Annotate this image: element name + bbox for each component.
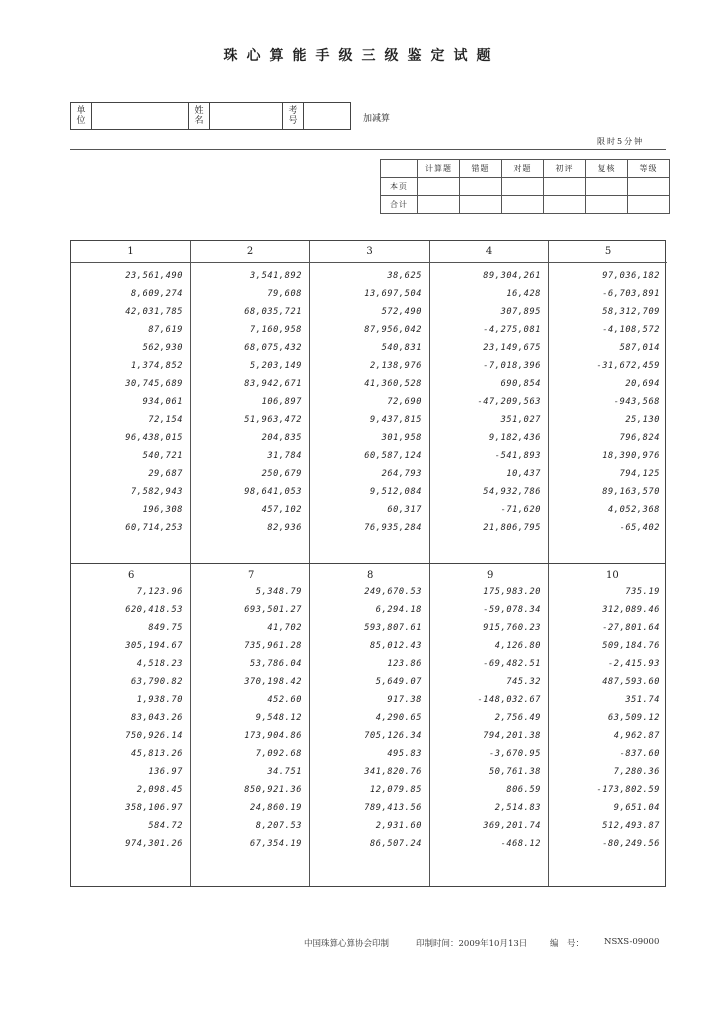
question-number: 3	[310, 241, 429, 263]
number-item: -6,703,891	[602, 289, 660, 299]
question-block-2	[70, 563, 666, 887]
number-item: 79,608	[267, 289, 302, 299]
number-item: 6,294.18	[375, 605, 422, 615]
question-column	[190, 564, 309, 886]
number-list	[71, 583, 190, 853]
question-column	[429, 564, 548, 886]
number-item: 2,931.60	[375, 821, 422, 831]
number-item: 794,201.38	[483, 731, 541, 741]
number-item: 3,541,892	[250, 271, 302, 281]
number-item: 452.60	[267, 695, 302, 705]
number-item: 915,760.23	[483, 623, 541, 633]
question-number: 8	[367, 570, 374, 581]
number-item: 175,983.20	[483, 587, 541, 597]
number-item: 512,493.87	[602, 821, 660, 831]
number-item: 23,561,490	[125, 271, 183, 281]
number-item: 58,312,709	[602, 307, 660, 317]
number-item: 53,786.04	[250, 659, 302, 669]
number-list	[549, 583, 667, 853]
number-list	[310, 583, 429, 853]
number-list	[191, 583, 309, 853]
print-time: 印制时间：2009年10月13日	[416, 939, 528, 949]
number-list	[71, 267, 190, 537]
number-item: 1,938.70	[136, 695, 183, 705]
number-item: -541,893	[494, 451, 541, 461]
number-item: -31,672,459	[596, 361, 660, 371]
number-item: 1,374,852	[131, 361, 183, 371]
number-item: 307,895	[500, 307, 541, 317]
number-item: 82,936	[267, 523, 302, 533]
number-item: 87,956,042	[364, 325, 422, 335]
number-item: 7,092.68	[255, 749, 302, 759]
number-item: 249,670.53	[364, 587, 422, 597]
number-item: 5,348.79	[255, 587, 302, 597]
number-item: 735,961.28	[244, 641, 302, 651]
score-header-recheck: 复核	[586, 160, 628, 178]
number-item: 4,290.65	[375, 713, 422, 723]
number-item: 13,697,504	[364, 289, 422, 299]
number-item: 540,721	[142, 451, 183, 461]
number-item: 72,690	[387, 397, 422, 407]
number-item: 18,390,976	[602, 451, 660, 461]
number-item: 9,512,084	[370, 487, 422, 497]
number-item: 370,198.42	[244, 677, 302, 687]
number-list	[430, 583, 548, 853]
number-list	[191, 267, 309, 537]
number-item: 693,501.27	[244, 605, 302, 615]
number-item: 2,138,976	[370, 361, 422, 371]
number-item: 620,418.53	[125, 605, 183, 615]
serial-number: NSXS-09000	[604, 937, 660, 947]
number-item: 301,958	[381, 433, 422, 443]
number-item: 495.83	[387, 749, 422, 759]
score-cell[interactable]	[544, 196, 586, 214]
number-item: 735.19	[625, 587, 660, 597]
number-item: 63,509.12	[608, 713, 660, 723]
number-item: -47,209,563	[477, 397, 541, 407]
number-item: 89,304,261	[483, 271, 541, 281]
number-item: 7,123.96	[136, 587, 183, 597]
candidate-info-table	[70, 102, 351, 130]
number-item: 21,806,795	[483, 523, 541, 533]
number-item: 34.751	[267, 767, 302, 777]
number-item: 794,125	[619, 469, 660, 479]
score-cell[interactable]	[586, 196, 628, 214]
number-item: 572,490	[381, 307, 422, 317]
name-field[interactable]	[210, 103, 283, 130]
number-item: 745.32	[506, 677, 541, 687]
number-item: 83,942,671	[244, 379, 302, 389]
number-item: 2,514.83	[494, 803, 541, 813]
number-item: 106,897	[261, 397, 302, 407]
score-header-calc: 计算题	[418, 160, 460, 178]
number-item: 83,043.26	[131, 713, 183, 723]
question-column	[71, 241, 190, 563]
number-item: 30,745,689	[125, 379, 183, 389]
number-item: 358,106.97	[125, 803, 183, 813]
number-item: -4,108,572	[602, 325, 660, 335]
score-header-grade: 等级	[628, 160, 670, 178]
score-cell[interactable]	[586, 178, 628, 196]
number-item: 20,694	[625, 379, 660, 389]
number-item: 98,641,053	[244, 487, 302, 497]
number-item: 974,301.26	[125, 839, 183, 849]
number-item: 204,835	[261, 433, 302, 443]
question-number: 6	[128, 570, 135, 581]
number-item: 796,824	[619, 433, 660, 443]
number-item: 60,714,253	[125, 523, 183, 533]
number-item: -943,568	[613, 397, 660, 407]
number-item: 23,149,675	[483, 343, 541, 353]
number-item: 587,014	[619, 343, 660, 353]
number-item: -69,482.51	[483, 659, 541, 669]
number-item: 341,820.76	[364, 767, 422, 777]
score-cell[interactable]	[460, 178, 502, 196]
number-item: 705,126.34	[364, 731, 422, 741]
number-item: 4,126.80	[494, 641, 541, 651]
number-item: 63,790.82	[131, 677, 183, 687]
number-item: 7,160,958	[250, 325, 302, 335]
number-item: 5,203,149	[250, 361, 302, 371]
number-item: 9,651.04	[613, 803, 660, 813]
question-number: 5	[549, 241, 667, 263]
subject-label: 加减算	[363, 114, 391, 124]
number-item: 4,962.87	[613, 731, 660, 741]
question-column	[548, 241, 667, 563]
number-item: 351.74	[625, 695, 660, 705]
unit-label: 单位	[71, 103, 92, 130]
score-cell[interactable]	[628, 196, 670, 214]
number-item: 750,926.14	[125, 731, 183, 741]
number-item: 264,793	[381, 469, 422, 479]
number-item: 250,679	[261, 469, 302, 479]
score-cell[interactable]	[418, 196, 460, 214]
number-item: 4,518.23	[136, 659, 183, 669]
number-list	[549, 267, 667, 537]
number-item: 72,154	[148, 415, 183, 425]
number-item: 2,756.49	[494, 713, 541, 723]
score-cell[interactable]	[502, 196, 544, 214]
number-item: -837.60	[619, 749, 660, 759]
question-number: 1	[71, 241, 190, 263]
number-item: 562,930	[142, 343, 183, 353]
number-item: -80,249.56	[602, 839, 660, 849]
score-cell[interactable]	[418, 178, 460, 196]
number-list	[430, 267, 548, 537]
question-number: 7	[248, 570, 255, 581]
number-item: 540,831	[381, 343, 422, 353]
unit-field[interactable]	[92, 103, 189, 130]
number-item: 12,079.85	[370, 785, 422, 795]
score-table	[380, 159, 670, 214]
number-item: 457,102	[261, 505, 302, 515]
number-item: 8,609,274	[131, 289, 183, 299]
number-item: 54,932,786	[483, 487, 541, 497]
serial-label: 编 号：	[550, 939, 585, 949]
number-item: 9,437,815	[370, 415, 422, 425]
number-item: 16,428	[506, 289, 541, 299]
number-item: 849.75	[148, 623, 183, 633]
score-cell[interactable]	[460, 196, 502, 214]
number-item: -71,620	[500, 505, 541, 515]
number-item: 29,687	[148, 469, 183, 479]
number-item: -3,670.95	[489, 749, 541, 759]
time-limit: 限时5分钟	[597, 137, 645, 146]
score-header-right: 对题	[502, 160, 544, 178]
number-item: 85,012.43	[370, 641, 422, 651]
score-row-label: 合计	[381, 196, 418, 214]
number-item: 196,308	[142, 505, 183, 515]
question-column	[190, 241, 309, 563]
name-label: 姓名	[189, 103, 210, 130]
score-cell[interactable]	[628, 178, 670, 196]
number-item: 136.97	[148, 767, 183, 777]
number-item: 917.38	[387, 695, 422, 705]
number-item: 593,807.61	[364, 623, 422, 633]
number-item: 31,784	[267, 451, 302, 461]
number-item: 7,582,943	[131, 487, 183, 497]
number-item: 312,089.46	[602, 605, 660, 615]
number-item: 67,354.19	[250, 839, 302, 849]
number-item: 509,184.76	[602, 641, 660, 651]
question-block-1	[70, 240, 666, 564]
number-item: -59,078.34	[483, 605, 541, 615]
number-item: 60,587,124	[364, 451, 422, 461]
question-number: 2	[191, 241, 309, 263]
question-column	[309, 241, 429, 563]
number-item: -7,018,396	[483, 361, 541, 371]
number-item: 42,031,785	[125, 307, 183, 317]
question-column	[429, 241, 548, 563]
number-item: 24,860.19	[250, 803, 302, 813]
number-item: 51,963,472	[244, 415, 302, 425]
number-item: 369,201.74	[483, 821, 541, 831]
number-item: 487,593.60	[602, 677, 660, 687]
score-cell[interactable]	[544, 178, 586, 196]
number-item: 850,921.36	[244, 785, 302, 795]
number-item: 584.72	[148, 821, 183, 831]
number-item: 4,052,368	[608, 505, 660, 515]
number-item: 9,182,436	[489, 433, 541, 443]
number-item: 97,036,182	[602, 271, 660, 281]
number-item: -4,275,081	[483, 325, 541, 335]
number-item: 2,098.45	[136, 785, 183, 795]
number-item: 60,317	[387, 505, 422, 515]
number-item: -65,402	[619, 523, 660, 533]
divider	[70, 149, 666, 150]
number-item: 305,194.67	[125, 641, 183, 651]
question-number: 9	[487, 570, 494, 581]
number-item: 806.59	[506, 785, 541, 795]
number-item: 41,702	[267, 623, 302, 633]
number-item: 38,625	[387, 271, 422, 281]
page-title: 珠心算能手级三级鉴定试题	[223, 48, 500, 64]
question-column	[309, 564, 429, 886]
number-item: 934,061	[142, 397, 183, 407]
number-item: -27,801.64	[602, 623, 660, 633]
number-item: 45,813.26	[131, 749, 183, 759]
number-item: -173,802.59	[596, 785, 660, 795]
score-row-label: 本页	[381, 178, 418, 196]
number-item: 68,075,432	[244, 343, 302, 353]
publisher: 中国珠算心算协会印制	[304, 939, 390, 949]
score-header-wrong: 错题	[460, 160, 502, 178]
number-item: 5,649.07	[375, 677, 422, 687]
number-item: 7,280.36	[613, 767, 660, 777]
number-item: 76,935,284	[364, 523, 422, 533]
score-header-blank	[381, 160, 418, 178]
number-item: 351,027	[500, 415, 541, 425]
number-item: 87,619	[148, 325, 183, 335]
exam-no-field[interactable]	[304, 103, 351, 130]
score-cell[interactable]	[502, 178, 544, 196]
number-item: 96,438,015	[125, 433, 183, 443]
question-column	[71, 564, 190, 886]
question-number: 10	[606, 570, 619, 581]
number-item: -2,415.93	[608, 659, 660, 669]
number-item: 10,437	[506, 469, 541, 479]
score-header-first-review: 初评	[544, 160, 586, 178]
number-item: 86,507.24	[370, 839, 422, 849]
number-item: 25,130	[625, 415, 660, 425]
number-item: 123.86	[387, 659, 422, 669]
number-item: -148,032.67	[477, 695, 541, 705]
number-item: 789,413.56	[364, 803, 422, 813]
number-item: 173,904.86	[244, 731, 302, 741]
number-item: 690,854	[500, 379, 541, 389]
number-item: -468.12	[500, 839, 541, 849]
number-item: 41,360,528	[364, 379, 422, 389]
number-item: 89,163,570	[602, 487, 660, 497]
number-item: 50,761.38	[489, 767, 541, 777]
number-item: 8,207.53	[255, 821, 302, 831]
question-number: 4	[430, 241, 548, 263]
number-item: 68,035,721	[244, 307, 302, 317]
exam-no-label: 考号	[283, 103, 304, 130]
number-item: 9,548.12	[255, 713, 302, 723]
number-list	[310, 267, 429, 537]
question-column	[548, 564, 667, 886]
